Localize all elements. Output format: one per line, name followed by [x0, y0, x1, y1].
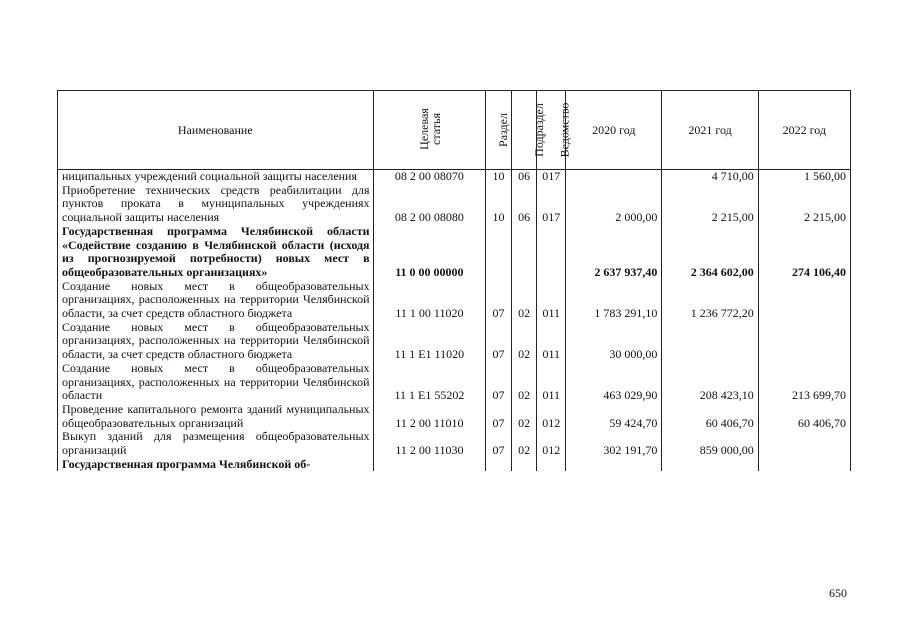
table-row: [58, 170, 851, 184]
row-target-article: [373, 458, 486, 472]
row-department: [537, 458, 566, 472]
row-name: Государственная программа Челябинской об-: [58, 458, 374, 472]
row-amount-2020: 2 000,00: [566, 184, 662, 225]
row-subsection: 02: [511, 280, 537, 321]
row-amount-2020: 1 783 291,10: [566, 280, 662, 321]
row-amount-2021: [662, 458, 758, 472]
table-row: [58, 225, 851, 280]
row-subsection: 02: [511, 403, 537, 430]
row-amount-2021: 859 000,00: [662, 430, 758, 457]
row-target-article: 11 1 E1 55202: [373, 362, 486, 403]
row-name: Создание новых мест в общеобразовательных организациях, расположенных на территории Челябинской области: [58, 362, 374, 403]
row-subsection: 02: [511, 362, 537, 403]
row-amount-2020: [566, 458, 662, 472]
table-row: [58, 458, 851, 472]
header-department-label: Ведомство: [557, 102, 572, 157]
row-amount-2021: 208 423,10: [662, 362, 758, 403]
row-amount-2021: 60 406,70: [662, 403, 758, 430]
row-amount-2022: [758, 430, 850, 457]
row-amount-2022: 1 560,00: [758, 170, 850, 184]
row-subsection: 06: [511, 170, 537, 184]
row-department: 011: [537, 362, 566, 403]
row-section: 07: [486, 430, 512, 457]
header-section-label: Раздел: [496, 112, 511, 147]
row-department: 017: [537, 184, 566, 225]
row-section: 10: [486, 184, 512, 225]
table-row: [58, 430, 851, 457]
row-target-article: 11 0 00 00000: [373, 225, 486, 280]
table-row: [58, 321, 851, 362]
table-row: [58, 403, 851, 430]
header-subsection-label: Подраздел: [531, 102, 546, 157]
row-section: [486, 225, 512, 280]
header-year-2020: 2020 год: [566, 91, 662, 170]
row-amount-2021: 1 236 772,20: [662, 280, 758, 321]
row-target-article: 11 1 00 11020: [373, 280, 486, 321]
row-target-article: 08 2 00 08080: [373, 184, 486, 225]
row-department: 011: [537, 321, 566, 362]
row-subsection: [511, 458, 537, 472]
row-subsection: 06: [511, 184, 537, 225]
row-target-article: 11 1 E1 11020: [373, 321, 486, 362]
row-amount-2020: [566, 170, 662, 184]
row-amount-2020: 2 637 937,40: [566, 225, 662, 280]
row-amount-2022: [758, 280, 850, 321]
row-name: ниципальных учреждений социальной защиты населения: [58, 170, 374, 184]
row-subsection: [511, 225, 537, 280]
header-target-line2: статья: [428, 113, 443, 145]
row-amount-2022: [758, 458, 850, 472]
row-amount-2020: 30 000,00: [566, 321, 662, 362]
table-row: [58, 362, 851, 403]
row-target-article: 11 2 00 11010: [373, 403, 486, 430]
row-section: 07: [486, 280, 512, 321]
row-subsection: 02: [511, 321, 537, 362]
row-section: 07: [486, 362, 512, 403]
row-amount-2020: 302 191,70: [566, 430, 662, 457]
row-amount-2020: 59 424,70: [566, 403, 662, 430]
row-department: 011: [537, 280, 566, 321]
header-target-article: [373, 91, 486, 170]
row-amount-2022: 60 406,70: [758, 403, 850, 430]
row-name: Выкуп зданий для размещения общеобразовательных организаций: [58, 430, 374, 457]
header-year-2022: 2022 год: [758, 91, 850, 170]
header-name: Наименование: [58, 91, 374, 170]
row-amount-2022: 274 106,40: [758, 225, 850, 280]
header-section: [486, 91, 512, 170]
budget-table: [57, 90, 851, 471]
row-amount-2021: 2 215,00: [662, 184, 758, 225]
row-amount-2021: 4 710,00: [662, 170, 758, 184]
table-body: [58, 170, 851, 472]
row-name: Государственная программа Челябинской области «Содействие созданию в Челябинской области (исходя из прогнозируемой потребности) новых мест в общеобразовательных организациях»: [58, 225, 374, 280]
row-name: Создание новых мест в общеобразовательных организациях, расположенных на территории Челябинской области, за счет средств областного бюджета: [58, 280, 374, 321]
table-row: [58, 280, 851, 321]
row-section: [486, 458, 512, 472]
table-header: [58, 91, 851, 170]
row-department: [537, 225, 566, 280]
page-number: 650: [829, 586, 847, 600]
row-section: 10: [486, 170, 512, 184]
row-subsection: 02: [511, 430, 537, 457]
row-amount-2022: 2 215,00: [758, 184, 850, 225]
row-amount-2022: [758, 321, 850, 362]
row-name: Проведение капитального ремонта зданий муниципальных общеобразовательных организаций: [58, 403, 374, 430]
row-target-article: 08 2 00 08070: [373, 170, 486, 184]
row-name: Создание новых мест в общеобразовательных организациях, расположенных на территории Челябинской области, за счет средств областного бюджета: [58, 321, 374, 362]
row-name: Приобретение технических средств реабилитации для пунктов проката в муниципальных учреждениях социальной защиты населения: [58, 184, 374, 225]
row-department: 012: [537, 403, 566, 430]
row-amount-2022: 213 699,70: [758, 362, 850, 403]
row-amount-2021: [662, 321, 758, 362]
row-department: 017: [537, 170, 566, 184]
table-row: [58, 184, 851, 225]
row-department: 012: [537, 430, 566, 457]
row-section: 07: [486, 403, 512, 430]
row-section: 07: [486, 321, 512, 362]
header-target-line1: Целевая: [416, 108, 431, 150]
header-year-2021: 2021 год: [662, 91, 758, 170]
row-target-article: 11 2 00 11030: [373, 430, 486, 457]
row-amount-2021: 2 364 602,00: [662, 225, 758, 280]
row-amount-2020: 463 029,90: [566, 362, 662, 403]
header-subsection: [511, 91, 546, 170]
